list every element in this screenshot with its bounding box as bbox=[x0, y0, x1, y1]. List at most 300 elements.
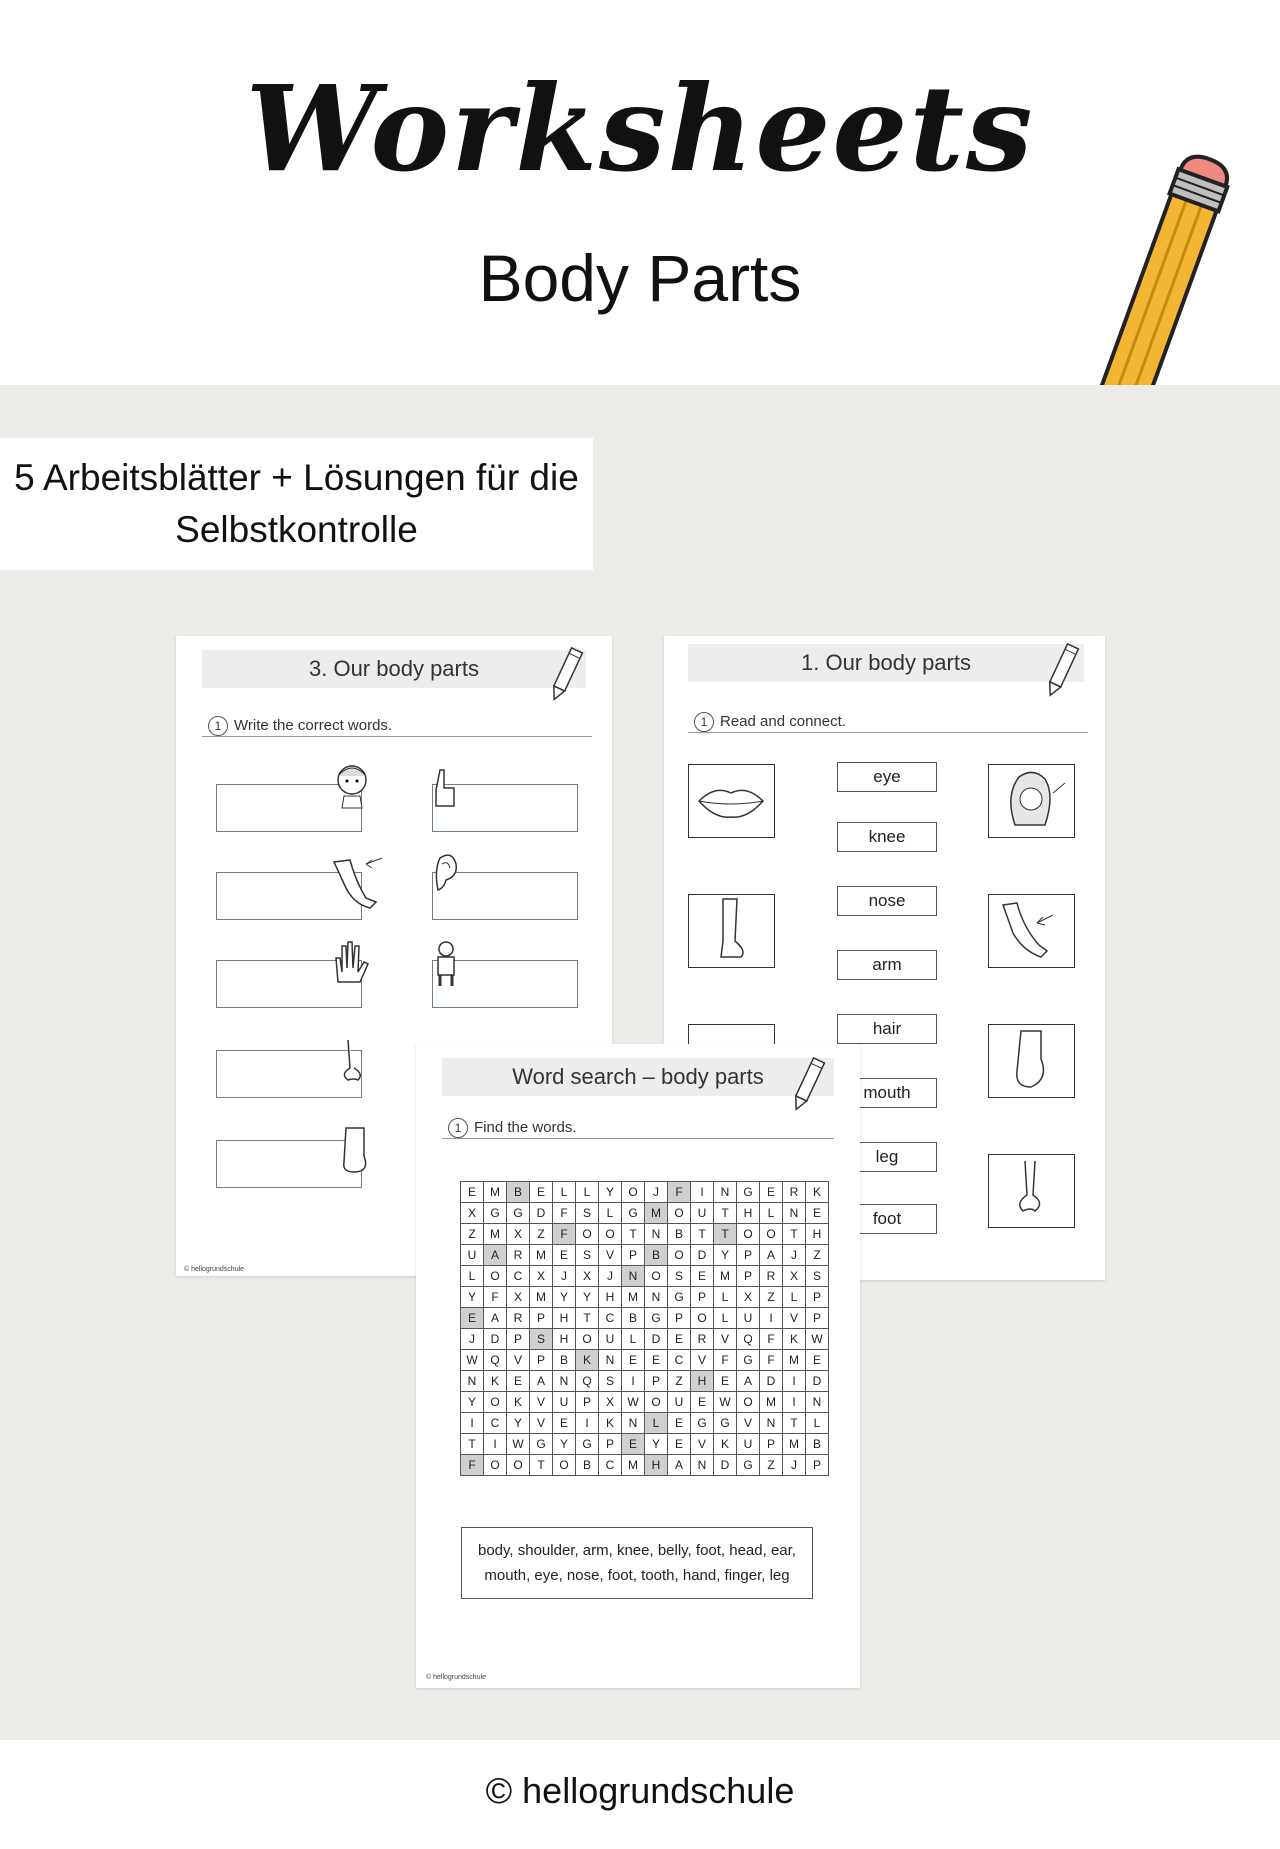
grid-cell[interactable]: C bbox=[599, 1308, 622, 1329]
page-subtitle: Body Parts bbox=[478, 241, 802, 315]
grid-cell[interactable]: L bbox=[645, 1413, 668, 1434]
grid-cell[interactable]: R bbox=[691, 1329, 714, 1350]
grid-cell[interactable]: N bbox=[714, 1182, 737, 1203]
grid-row bbox=[461, 1287, 829, 1308]
grid-cell[interactable]: V bbox=[599, 1245, 622, 1266]
grid-cell[interactable]: F bbox=[668, 1182, 691, 1203]
grid-cell[interactable]: T bbox=[783, 1224, 806, 1245]
grid-cell[interactable]: A bbox=[760, 1245, 783, 1266]
grid-cell[interactable]: M bbox=[645, 1203, 668, 1224]
wordsearch-copyright: © hellogrundschule bbox=[426, 1674, 487, 1681]
grid-cell[interactable]: D bbox=[691, 1245, 714, 1266]
grid-cell[interactable]: K bbox=[507, 1392, 530, 1413]
grid-cell[interactable]: L bbox=[622, 1329, 645, 1350]
grid-cell[interactable]: M bbox=[530, 1245, 553, 1266]
grid-cell[interactable]: N bbox=[461, 1371, 484, 1392]
grid-cell[interactable]: O bbox=[484, 1266, 507, 1287]
grid-cell[interactable]: G bbox=[691, 1413, 714, 1434]
grid-cell[interactable]: Y bbox=[461, 1392, 484, 1413]
grid-cell[interactable]: J bbox=[783, 1455, 806, 1476]
grid-cell[interactable]: D bbox=[530, 1203, 553, 1224]
grid-cell[interactable]: S bbox=[576, 1203, 599, 1224]
worksheet-1-heading bbox=[688, 644, 1084, 682]
grid-cell[interactable]: G bbox=[530, 1434, 553, 1455]
leg-icon bbox=[689, 895, 773, 965]
grid-cell[interactable]: O bbox=[484, 1455, 507, 1476]
grid-cell[interactable]: V bbox=[691, 1434, 714, 1455]
grid-cell[interactable]: O bbox=[645, 1392, 668, 1413]
grid-row bbox=[461, 1182, 829, 1203]
grid-cell[interactable]: P bbox=[760, 1434, 783, 1455]
grid-cell[interactable]: W bbox=[507, 1434, 530, 1455]
grid-cell[interactable]: B bbox=[645, 1245, 668, 1266]
grid-cell[interactable]: F bbox=[760, 1329, 783, 1350]
grid-cell[interactable]: E bbox=[806, 1350, 829, 1371]
nose-icon bbox=[989, 1155, 1073, 1225]
grid-cell[interactable]: P bbox=[737, 1245, 760, 1266]
grid-cell[interactable]: K bbox=[576, 1350, 599, 1371]
grid-cell[interactable]: R bbox=[760, 1266, 783, 1287]
grid-cell[interactable]: A bbox=[484, 1245, 507, 1266]
grid-row bbox=[461, 1392, 829, 1413]
grid-cell[interactable]: N bbox=[691, 1455, 714, 1476]
grid-cell[interactable]: G bbox=[668, 1287, 691, 1308]
worksheet-1-title: 1. Our body parts bbox=[801, 650, 971, 675]
grid-cell[interactable]: E bbox=[622, 1350, 645, 1371]
task-divider bbox=[202, 736, 592, 737]
ear-icon bbox=[430, 850, 460, 894]
grid-cell[interactable]: L bbox=[714, 1287, 737, 1308]
grid-cell[interactable]: E bbox=[714, 1371, 737, 1392]
grid-cell[interactable]: U bbox=[737, 1308, 760, 1329]
grid-cell[interactable]: E bbox=[645, 1350, 668, 1371]
grid-cell[interactable]: U bbox=[461, 1245, 484, 1266]
worksheet-3-title: 3. Our body parts bbox=[309, 656, 479, 681]
grid-cell[interactable]: P bbox=[806, 1287, 829, 1308]
grid-cell[interactable]: P bbox=[530, 1308, 553, 1329]
grid-row bbox=[461, 1329, 829, 1350]
grid-cell[interactable]: M bbox=[530, 1287, 553, 1308]
worksheet-1-task bbox=[694, 712, 846, 732]
footer-copyright: © hellogrundschule bbox=[485, 1770, 795, 1811]
grid-cell[interactable]: I bbox=[691, 1182, 714, 1203]
grid-cell[interactable]: C bbox=[507, 1266, 530, 1287]
grid-cell[interactable]: B bbox=[553, 1350, 576, 1371]
grid-row bbox=[461, 1224, 829, 1245]
grid-cell[interactable]: G bbox=[576, 1434, 599, 1455]
image-box-knee[interactable] bbox=[988, 894, 1075, 968]
grid-cell[interactable]: U bbox=[553, 1392, 576, 1413]
grid-row bbox=[461, 1350, 829, 1371]
word-foot[interactable]: foot bbox=[837, 1204, 937, 1234]
grid-cell[interactable]: K bbox=[714, 1434, 737, 1455]
task-number: 1 bbox=[448, 1118, 468, 1138]
grid-cell[interactable]: N bbox=[760, 1413, 783, 1434]
grid-cell[interactable]: X bbox=[461, 1203, 484, 1224]
grid-cell[interactable]: K bbox=[783, 1329, 806, 1350]
nose-icon bbox=[336, 1038, 366, 1086]
grid-cell[interactable]: G bbox=[622, 1203, 645, 1224]
grid-cell[interactable]: E bbox=[553, 1245, 576, 1266]
grid-cell[interactable]: G bbox=[737, 1350, 760, 1371]
grid-cell[interactable]: P bbox=[668, 1308, 691, 1329]
grid-cell[interactable]: C bbox=[484, 1413, 507, 1434]
info-line-1: 5 Arbeitsblätter + Lösungen für die bbox=[14, 457, 579, 498]
grid-cell[interactable]: S bbox=[530, 1329, 553, 1350]
grid-cell[interactable]: T bbox=[714, 1224, 737, 1245]
info-box bbox=[0, 438, 593, 570]
grid-cell[interactable]: Q bbox=[576, 1371, 599, 1392]
grid-cell[interactable]: O bbox=[737, 1224, 760, 1245]
grid-cell[interactable]: U bbox=[737, 1434, 760, 1455]
grid-cell[interactable]: P bbox=[737, 1266, 760, 1287]
grid-cell[interactable]: Z bbox=[806, 1245, 829, 1266]
word-list-line: body, shoulder, arm, knee, belly, foot, head, ear, bbox=[478, 1542, 796, 1559]
task-text: Find the words. bbox=[474, 1119, 577, 1136]
grid-cell[interactable]: J bbox=[553, 1266, 576, 1287]
grid-cell[interactable]: C bbox=[668, 1350, 691, 1371]
grid-cell[interactable]: O bbox=[507, 1455, 530, 1476]
grid-cell[interactable]: R bbox=[507, 1245, 530, 1266]
grid-cell[interactable]: Z bbox=[461, 1224, 484, 1245]
grid-cell[interactable]: L bbox=[806, 1413, 829, 1434]
grid-cell[interactable]: Y bbox=[507, 1413, 530, 1434]
grid-row bbox=[461, 1455, 829, 1476]
grid-cell[interactable]: J bbox=[783, 1245, 806, 1266]
grid-cell[interactable]: E bbox=[668, 1329, 691, 1350]
grid-cell[interactable]: S bbox=[576, 1245, 599, 1266]
grid-cell[interactable]: A bbox=[737, 1371, 760, 1392]
grid-cell[interactable]: G bbox=[737, 1455, 760, 1476]
grid-cell[interactable]: G bbox=[645, 1308, 668, 1329]
grid-cell[interactable]: Z bbox=[530, 1224, 553, 1245]
grid-cell[interactable]: L bbox=[461, 1266, 484, 1287]
grid-cell[interactable]: H bbox=[599, 1287, 622, 1308]
grid-cell[interactable]: D bbox=[714, 1455, 737, 1476]
grid-cell[interactable]: F bbox=[461, 1455, 484, 1476]
grid-cell[interactable]: L bbox=[714, 1308, 737, 1329]
grid-cell[interactable]: X bbox=[530, 1266, 553, 1287]
grid-cell[interactable]: T bbox=[622, 1224, 645, 1245]
grid-cell[interactable]: W bbox=[622, 1392, 645, 1413]
grid-cell[interactable]: M bbox=[484, 1182, 507, 1203]
grid-cell[interactable]: R bbox=[783, 1182, 806, 1203]
grid-cell[interactable]: W bbox=[806, 1329, 829, 1350]
grid-cell[interactable]: V bbox=[691, 1350, 714, 1371]
image-box-leg[interactable] bbox=[688, 894, 775, 968]
grid-cell[interactable]: K bbox=[599, 1413, 622, 1434]
grid-cell[interactable]: Z bbox=[760, 1455, 783, 1476]
grid-cell[interactable]: P bbox=[691, 1287, 714, 1308]
grid-cell[interactable]: I bbox=[783, 1392, 806, 1413]
grid-cell[interactable]: E bbox=[668, 1413, 691, 1434]
image-box-nose[interactable] bbox=[988, 1154, 1075, 1228]
grid-cell[interactable]: G bbox=[714, 1413, 737, 1434]
image-box-hair[interactable] bbox=[988, 764, 1075, 838]
grid-cell[interactable]: F bbox=[553, 1203, 576, 1224]
grid-cell[interactable]: I bbox=[622, 1371, 645, 1392]
grid-row bbox=[461, 1308, 829, 1329]
grid-cell[interactable]: B bbox=[576, 1455, 599, 1476]
grid-cell[interactable]: U bbox=[668, 1392, 691, 1413]
grid-cell[interactable]: L bbox=[576, 1182, 599, 1203]
grid-cell[interactable]: V bbox=[737, 1413, 760, 1434]
grid-cell[interactable]: M bbox=[760, 1392, 783, 1413]
grid-cell[interactable]: B bbox=[806, 1434, 829, 1455]
grid-cell[interactable]: B bbox=[507, 1182, 530, 1203]
grid-cell[interactable]: M bbox=[714, 1266, 737, 1287]
grid-cell[interactable]: V bbox=[530, 1413, 553, 1434]
grid-cell[interactable]: A bbox=[668, 1455, 691, 1476]
grid-cell[interactable]: H bbox=[645, 1455, 668, 1476]
grid-cell[interactable]: O bbox=[576, 1329, 599, 1350]
grid-cell[interactable]: H bbox=[553, 1308, 576, 1329]
grid-cell[interactable]: S bbox=[599, 1371, 622, 1392]
grid-cell[interactable]: A bbox=[530, 1371, 553, 1392]
grid-cell[interactable]: V bbox=[530, 1392, 553, 1413]
grid-cell[interactable]: O bbox=[668, 1203, 691, 1224]
grid-cell[interactable]: F bbox=[760, 1350, 783, 1371]
word-hair[interactable]: hair bbox=[837, 1014, 937, 1044]
grid-cell[interactable]: T bbox=[714, 1203, 737, 1224]
grid-cell[interactable]: E bbox=[691, 1392, 714, 1413]
grid-cell[interactable]: D bbox=[806, 1371, 829, 1392]
grid-row bbox=[461, 1203, 829, 1224]
pencil-small-icon bbox=[1042, 640, 1082, 700]
grid-row bbox=[461, 1413, 829, 1434]
grid-cell[interactable]: N bbox=[622, 1413, 645, 1434]
grid-cell[interactable]: Y bbox=[553, 1434, 576, 1455]
grid-cell[interactable]: L bbox=[553, 1182, 576, 1203]
grid-cell[interactable]: P bbox=[507, 1329, 530, 1350]
grid-cell[interactable]: G bbox=[737, 1182, 760, 1203]
grid-cell[interactable]: P bbox=[645, 1371, 668, 1392]
grid-cell[interactable]: V bbox=[507, 1350, 530, 1371]
grid-cell[interactable]: D bbox=[645, 1329, 668, 1350]
grid-cell[interactable]: E bbox=[461, 1308, 484, 1329]
grid-cell[interactable]: B bbox=[668, 1224, 691, 1245]
grid-cell[interactable]: U bbox=[599, 1329, 622, 1350]
grid-cell[interactable]: L bbox=[783, 1287, 806, 1308]
mouth-icon bbox=[689, 765, 773, 835]
grid-cell[interactable]: X bbox=[576, 1266, 599, 1287]
grid-cell[interactable]: E bbox=[691, 1266, 714, 1287]
grid-cell[interactable]: S bbox=[806, 1266, 829, 1287]
grid-cell[interactable]: M bbox=[622, 1287, 645, 1308]
wordsearch-title: Word search – body parts bbox=[512, 1064, 764, 1089]
grid-cell[interactable]: Y bbox=[714, 1245, 737, 1266]
grid-cell[interactable]: P bbox=[599, 1434, 622, 1455]
grid-cell[interactable]: Y bbox=[576, 1287, 599, 1308]
word-mouth[interactable]: mouth bbox=[837, 1078, 937, 1108]
hand-icon bbox=[328, 938, 372, 988]
image-box-partial[interactable] bbox=[688, 1024, 775, 1044]
grid-row bbox=[461, 1371, 829, 1392]
grid-cell[interactable]: K bbox=[484, 1371, 507, 1392]
grid-cell[interactable]: H bbox=[737, 1203, 760, 1224]
task-text: Write the correct words. bbox=[234, 717, 393, 734]
grid-cell[interactable]: W bbox=[714, 1392, 737, 1413]
foot-icon bbox=[989, 1025, 1073, 1095]
grid-cell[interactable]: N bbox=[622, 1266, 645, 1287]
arm-icon bbox=[326, 852, 386, 912]
grid-cell[interactable]: J bbox=[461, 1329, 484, 1350]
grid-cell[interactable]: T bbox=[783, 1413, 806, 1434]
grid-cell[interactable]: K bbox=[806, 1182, 829, 1203]
grid-cell[interactable]: Y bbox=[645, 1434, 668, 1455]
image-box-mouth[interactable] bbox=[688, 764, 775, 838]
grid-cell[interactable]: M bbox=[484, 1224, 507, 1245]
pencil-small-icon bbox=[788, 1054, 828, 1114]
grid-cell[interactable]: V bbox=[714, 1329, 737, 1350]
grid-cell[interactable]: A bbox=[484, 1308, 507, 1329]
grid-cell[interactable]: C bbox=[599, 1455, 622, 1476]
word-search-grid bbox=[460, 1181, 829, 1476]
grid-cell[interactable]: E bbox=[530, 1182, 553, 1203]
grid-cell[interactable]: T bbox=[530, 1455, 553, 1476]
grid-cell[interactable]: R bbox=[507, 1308, 530, 1329]
grid-cell[interactable]: W bbox=[461, 1350, 484, 1371]
grid-cell[interactable]: E bbox=[622, 1434, 645, 1455]
task-text: Read and connect. bbox=[720, 713, 846, 730]
grid-cell[interactable]: M bbox=[783, 1434, 806, 1455]
grid-cell[interactable]: Z bbox=[668, 1371, 691, 1392]
grid-cell[interactable]: P bbox=[530, 1350, 553, 1371]
grid-row bbox=[461, 1245, 829, 1266]
head-icon bbox=[332, 760, 372, 810]
grid-cell[interactable]: D bbox=[760, 1371, 783, 1392]
grid-cell[interactable]: Q bbox=[737, 1329, 760, 1350]
grid-row bbox=[461, 1266, 829, 1287]
grid-cell[interactable]: J bbox=[645, 1182, 668, 1203]
grid-cell[interactable]: P bbox=[576, 1392, 599, 1413]
grid-cell[interactable]: T bbox=[461, 1434, 484, 1455]
grid-cell[interactable]: M bbox=[622, 1455, 645, 1476]
word-list bbox=[461, 1527, 813, 1599]
word-knee[interactable]: knee bbox=[837, 822, 937, 852]
word-eye[interactable]: eye bbox=[837, 762, 937, 792]
grid-cell[interactable]: Z bbox=[760, 1287, 783, 1308]
worksheet-3-heading bbox=[202, 650, 586, 688]
grid-cell[interactable]: F bbox=[714, 1350, 737, 1371]
grid-cell[interactable]: E bbox=[553, 1413, 576, 1434]
task-divider bbox=[442, 1138, 834, 1139]
grid-cell[interactable]: M bbox=[783, 1350, 806, 1371]
knee-icon bbox=[989, 895, 1073, 965]
grid-cell[interactable]: X bbox=[507, 1224, 530, 1245]
word-nose[interactable]: nose bbox=[837, 886, 937, 916]
grid-cell[interactable]: G bbox=[484, 1203, 507, 1224]
grid-cell[interactable]: O bbox=[576, 1224, 599, 1245]
grid-cell[interactable]: E bbox=[668, 1434, 691, 1455]
grid-cell[interactable]: U bbox=[691, 1203, 714, 1224]
foot-icon bbox=[336, 1126, 372, 1176]
grid-cell[interactable]: P bbox=[622, 1245, 645, 1266]
grid-cell[interactable]: P bbox=[806, 1308, 829, 1329]
page-title: Worksheets bbox=[245, 59, 1035, 198]
hair-icon bbox=[989, 765, 1073, 835]
grid-cell[interactable]: E bbox=[806, 1203, 829, 1224]
grid-cell[interactable]: N bbox=[645, 1287, 668, 1308]
grid-cell[interactable]: E bbox=[461, 1182, 484, 1203]
pencil-small-icon bbox=[546, 644, 586, 704]
grid-cell[interactable]: D bbox=[484, 1329, 507, 1350]
image-box-foot[interactable] bbox=[988, 1024, 1075, 1098]
grid-cell[interactable]: O bbox=[599, 1224, 622, 1245]
grid-cell[interactable]: O bbox=[691, 1308, 714, 1329]
grid-cell[interactable]: X bbox=[783, 1266, 806, 1287]
wordsearch-heading bbox=[442, 1058, 834, 1096]
grid-cell[interactable]: X bbox=[507, 1287, 530, 1308]
grid-cell[interactable]: S bbox=[668, 1266, 691, 1287]
word-leg[interactable]: leg bbox=[837, 1142, 937, 1172]
grid-cell[interactable]: N bbox=[553, 1371, 576, 1392]
grid-cell[interactable]: O bbox=[645, 1266, 668, 1287]
grid-cell[interactable]: O bbox=[622, 1182, 645, 1203]
grid-cell[interactable]: I bbox=[576, 1413, 599, 1434]
grid-cell[interactable]: N bbox=[806, 1392, 829, 1413]
grid-cell[interactable]: B bbox=[622, 1308, 645, 1329]
grid-cell[interactable]: V bbox=[783, 1308, 806, 1329]
grid-cell[interactable]: N bbox=[599, 1350, 622, 1371]
grid-cell[interactable]: Y bbox=[461, 1287, 484, 1308]
grid-cell[interactable]: X bbox=[599, 1392, 622, 1413]
grid-cell[interactable]: O bbox=[553, 1455, 576, 1476]
grid-cell[interactable]: F bbox=[484, 1287, 507, 1308]
body-icon bbox=[430, 940, 462, 990]
task-number: 1 bbox=[694, 712, 714, 732]
word-list-line: mouth, eye, nose, foot, tooth, hand, finger, leg bbox=[484, 1567, 790, 1584]
grid-cell[interactable]: P bbox=[806, 1455, 829, 1476]
grid-cell[interactable]: N bbox=[783, 1203, 806, 1224]
finger-icon bbox=[428, 766, 460, 812]
grid-cell[interactable]: I bbox=[461, 1413, 484, 1434]
grid-cell[interactable]: E bbox=[760, 1182, 783, 1203]
grid-row bbox=[461, 1434, 829, 1455]
grid-cell[interactable]: Y bbox=[553, 1287, 576, 1308]
grid-cell[interactable]: H bbox=[691, 1371, 714, 1392]
grid-cell[interactable]: L bbox=[760, 1203, 783, 1224]
grid-cell[interactable]: T bbox=[576, 1308, 599, 1329]
grid-cell[interactable]: N bbox=[645, 1224, 668, 1245]
grid-cell[interactable]: H bbox=[553, 1329, 576, 1350]
grid-cell[interactable]: I bbox=[484, 1434, 507, 1455]
wordsearch-task bbox=[448, 1118, 577, 1138]
grid-cell[interactable]: O bbox=[737, 1392, 760, 1413]
grid-cell[interactable]: E bbox=[507, 1371, 530, 1392]
grid-cell[interactable]: F bbox=[553, 1224, 576, 1245]
grid-cell[interactable]: I bbox=[760, 1308, 783, 1329]
grid-cell[interactable]: J bbox=[599, 1266, 622, 1287]
grid-cell[interactable]: O bbox=[484, 1392, 507, 1413]
word-arm[interactable]: arm bbox=[837, 950, 937, 980]
grid-cell[interactable]: X bbox=[737, 1287, 760, 1308]
grid-cell[interactable]: Q bbox=[484, 1350, 507, 1371]
grid-cell[interactable]: L bbox=[599, 1203, 622, 1224]
grid-cell[interactable]: O bbox=[760, 1224, 783, 1245]
task-number: 1 bbox=[208, 716, 228, 736]
task-divider bbox=[688, 732, 1088, 733]
grid-cell[interactable]: H bbox=[806, 1224, 829, 1245]
grid-cell[interactable]: T bbox=[691, 1224, 714, 1245]
worksheet-3-task bbox=[208, 716, 392, 736]
grid-cell[interactable]: G bbox=[507, 1203, 530, 1224]
worksheet-3-copyright: © hellogrundschule bbox=[184, 1266, 245, 1273]
grid-cell[interactable]: Y bbox=[599, 1182, 622, 1203]
info-line-2: Selbstkontrolle bbox=[175, 509, 418, 550]
grid-cell[interactable]: O bbox=[668, 1245, 691, 1266]
grid-cell[interactable]: I bbox=[783, 1371, 806, 1392]
